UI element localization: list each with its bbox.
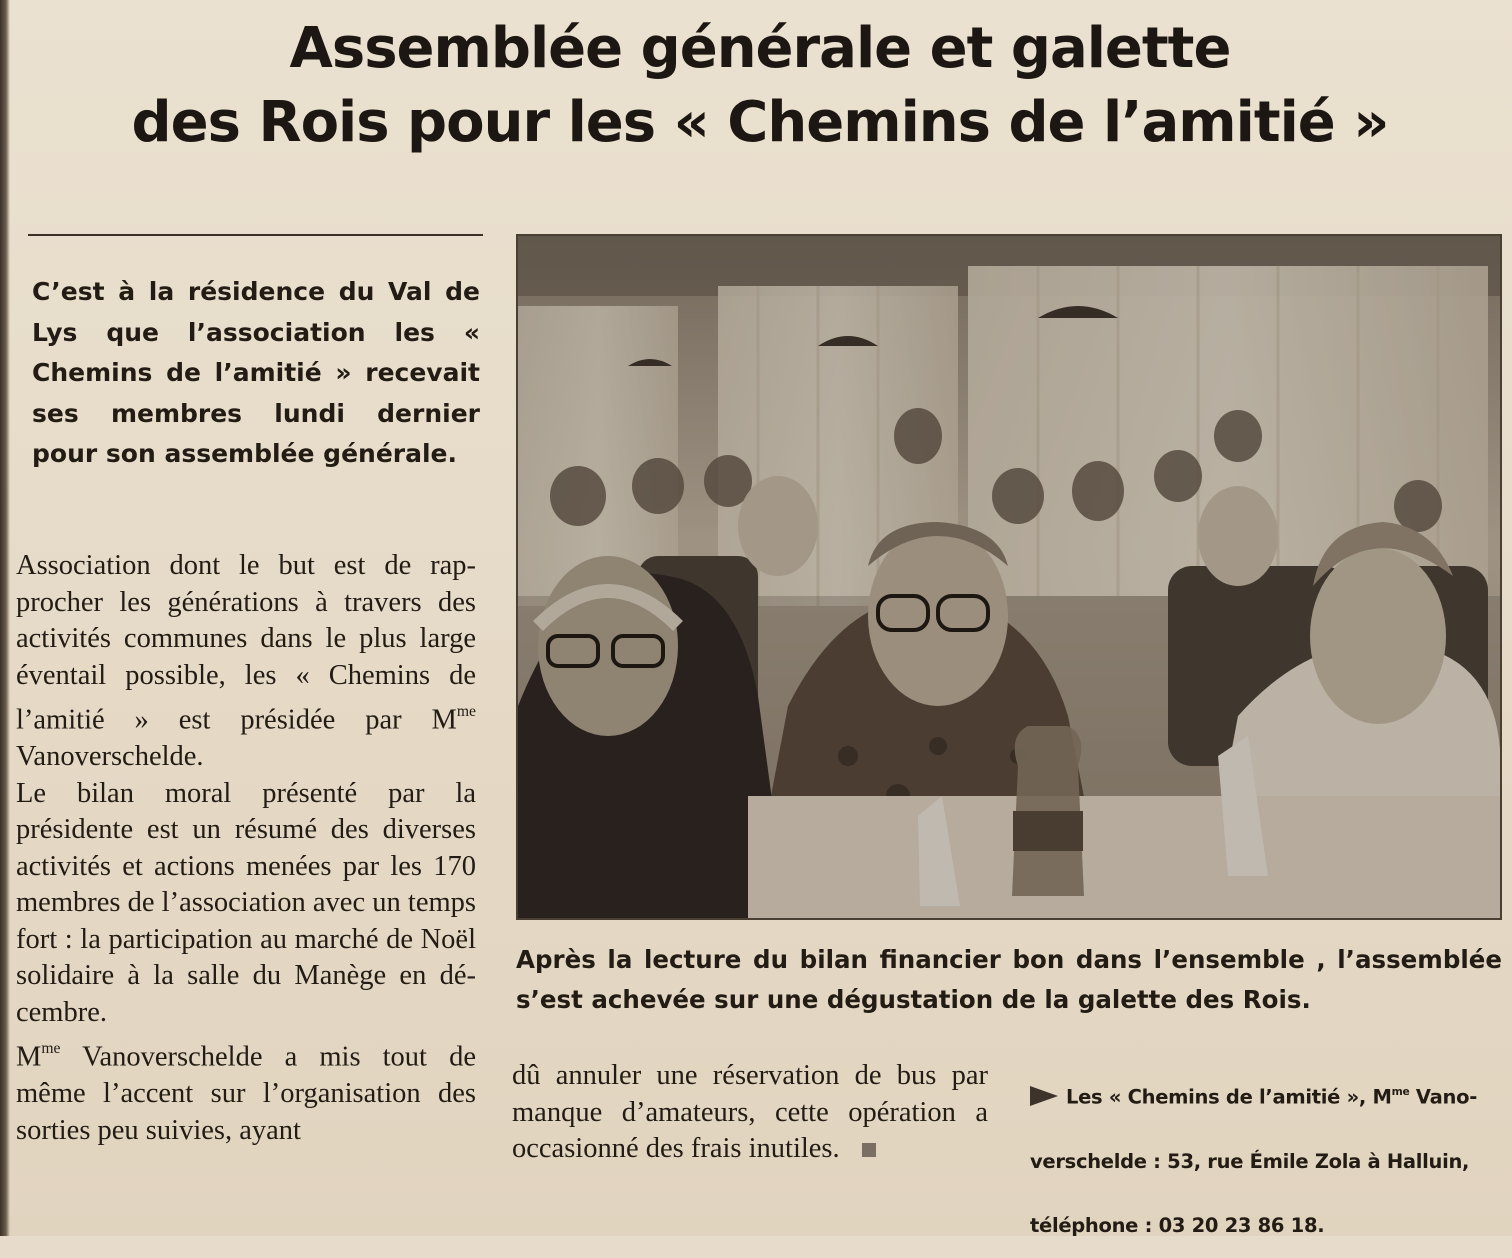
column-rule	[28, 234, 483, 236]
contact-text: Vanoverschelde : 53, rue Émile Zola à Halluin, téléphone : 03 20 23 86 18.	[1030, 1085, 1478, 1237]
paragraph-text: Vanoverschelde.	[16, 741, 204, 773]
article-column-1	[16, 548, 476, 1149]
square-end-mark-icon	[862, 1143, 876, 1157]
paragraph-text: dû annuler une réservation de bus par manque d’amateurs, cette opération a occasionné des frais inutiles.	[512, 1060, 988, 1164]
headline-line-1: Assemblée générale et galette	[289, 16, 1231, 81]
paragraph-text: Association dont le but est de rapprocher les générations à travers des activités communes dans le plus large éventail possible, les « Chemins de l’amitié » est présidée par M	[16, 550, 476, 736]
contact-text: Les « Chemins de l’amitié », M	[1066, 1085, 1392, 1109]
photo-caption: Après la lecture du bilan financier bon dans l’ensemble , l’assemblée s’est achevée sur une dégustation de la galette des Rois.	[516, 945, 1502, 1014]
title-abbrev: me	[41, 1040, 61, 1058]
article-column-2	[512, 1058, 988, 1168]
paragraph-association	[16, 548, 476, 776]
paragraph-bilan-moral: Le bilan moral présenté par la présidente est un résumé des diverses activités et actions menées par les 170 membres de l’association avec un temps fort : la participation au marché de Noël solidaire à la salle du Manège en décembre.	[16, 777, 476, 1028]
title-abbrev: me	[1391, 1085, 1410, 1098]
triangle-arrow-icon	[1030, 1086, 1058, 1106]
paragraph-text: M	[16, 1041, 42, 1073]
paragraph-sorties	[16, 1031, 476, 1149]
photo-illustration	[518, 236, 1500, 918]
headline-line-2: des Rois pour les « Chemins de l’amitié »	[131, 90, 1389, 155]
contact-info	[1030, 1060, 1500, 1258]
article-photo	[516, 234, 1502, 920]
article-lede: C’est à la résidence du Val de Lys que l’association les « Chemins de l’amitié » recevait ses membres lundi dernier pour son assemblée générale.	[32, 277, 480, 468]
title-abbrev: me	[456, 703, 476, 720]
paragraph-text: Vanoverschelde a mis tout de même l’accent sur l’organisation des sorties peu suivies, ayant	[16, 1041, 476, 1146]
page-edge-shadow	[0, 0, 10, 1236]
